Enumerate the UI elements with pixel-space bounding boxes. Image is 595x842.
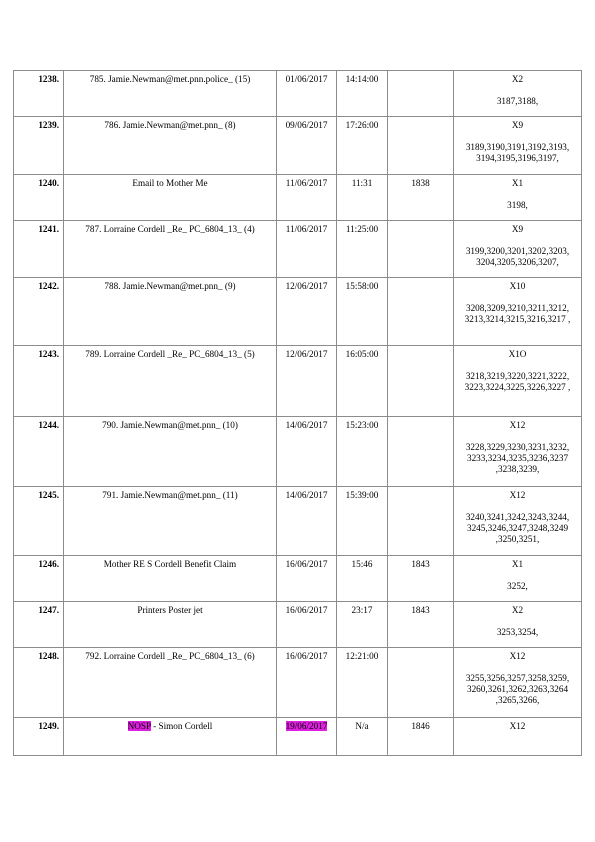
- page-list: 3253,3254,: [496, 627, 539, 637]
- entry-reference: 1846: [388, 718, 454, 756]
- entry-reference: [388, 417, 454, 487]
- table-row: [14, 556, 582, 602]
- entry-time: 12:21:00: [337, 648, 388, 718]
- table-row: [14, 71, 582, 117]
- table-body: [14, 71, 582, 756]
- entry-date: 16/06/2017: [277, 602, 337, 648]
- entry-date: 11/06/2017: [277, 175, 337, 221]
- entry-time: 15:23:00: [337, 417, 388, 487]
- highlighted-text: NOSP: [127, 721, 151, 731]
- entry-time: 15:46: [337, 556, 388, 602]
- page-list: 3218,3219,3220,3221,3222, 3223,3224,3225,3226,3227 ,: [464, 371, 571, 392]
- entry-reference: 1843: [388, 556, 454, 602]
- entry-time: 11:25:00: [337, 221, 388, 278]
- table-row: [14, 221, 582, 278]
- page-count: X12: [509, 490, 526, 500]
- page-list: 3199,3200,3201,3202,3203, 3204,3205,3206,3207,: [465, 246, 570, 267]
- entry-pages: [454, 417, 582, 487]
- document-index-table: [13, 70, 582, 756]
- page-list: 3189,3190,3191,3192,3193, 3194,3195,3196,3197,: [465, 142, 570, 163]
- entry-number: 1245.: [14, 487, 64, 556]
- entry-number: 1247.: [14, 602, 64, 648]
- entry-pages: [454, 556, 582, 602]
- entry-date: [277, 718, 337, 756]
- entry-title: 786. Jamie.Newman@met.pnn_ (8): [64, 117, 277, 175]
- table-row: [14, 417, 582, 487]
- table-row: [14, 602, 582, 648]
- entry-time: 16:05:00: [337, 346, 388, 417]
- page-count: X9: [511, 120, 524, 130]
- entry-reference: [388, 487, 454, 556]
- entry-pages: [454, 718, 582, 756]
- entry-pages: [454, 221, 582, 278]
- entry-time: 15:58:00: [337, 278, 388, 346]
- page-count: X12: [509, 721, 526, 731]
- page-count: X2: [511, 605, 524, 615]
- page-count: X12: [509, 420, 526, 430]
- entry-time: N/a: [337, 718, 388, 756]
- entry-number: 1246.: [14, 556, 64, 602]
- entry-number: 1239.: [14, 117, 64, 175]
- highlighted-date: 19/06/2017: [285, 721, 328, 731]
- entry-reference: [388, 221, 454, 278]
- page-count: X9: [511, 224, 524, 234]
- entry-title: 792. Lorraine Cordell _Re_ PC_6804_13_ (6): [64, 648, 277, 718]
- entry-number: 1249.: [14, 718, 64, 756]
- entry-date: 11/06/2017: [277, 221, 337, 278]
- entry-pages: [454, 602, 582, 648]
- entry-reference: [388, 117, 454, 175]
- entry-title: [64, 718, 277, 756]
- entry-number: 1248.: [14, 648, 64, 718]
- table-row: [14, 175, 582, 221]
- entry-number: 1241.: [14, 221, 64, 278]
- page-count: X1: [511, 178, 524, 188]
- page-list: 3240,3241,3242,3243,3244, 3245,3246,3247,3248,3249 ,3250,3251,: [465, 512, 570, 544]
- entry-number: 1243.: [14, 346, 64, 417]
- entry-title: Mother RE S Cordell Benefit Claim: [64, 556, 277, 602]
- page-list: 3252,: [507, 581, 528, 591]
- entry-pages: [454, 648, 582, 718]
- entry-reference: 1838: [388, 175, 454, 221]
- page-count: X1: [511, 559, 524, 569]
- entry-reference: 1843: [388, 602, 454, 648]
- entry-title: 789. Lorraine Cordell _Re_ PC_6804_13_ (5): [64, 346, 277, 417]
- entry-number: 1244.: [14, 417, 64, 487]
- entry-title: Printers Poster jet: [64, 602, 277, 648]
- entry-title-rest: - Simon Cordell: [150, 721, 213, 731]
- entry-date: 14/06/2017: [277, 487, 337, 556]
- table-row: [14, 278, 582, 346]
- entry-date: 12/06/2017: [277, 346, 337, 417]
- entry-time: 11:31: [337, 175, 388, 221]
- entry-pages: [454, 71, 582, 117]
- entry-date: 16/06/2017: [277, 556, 337, 602]
- entry-pages: [454, 117, 582, 175]
- page-list: 3208,3209,3210,3211,3212, 3213,3214,3215,3216,3217 ,: [464, 303, 571, 324]
- entry-date: 12/06/2017: [277, 278, 337, 346]
- page-count: X2: [511, 74, 524, 84]
- entry-number: 1240.: [14, 175, 64, 221]
- entry-reference: [388, 278, 454, 346]
- entry-title: 785. Jamie.Newman@met.pnn.police_ (15): [64, 71, 277, 117]
- table-row: [14, 648, 582, 718]
- entry-date: 01/06/2017: [277, 71, 337, 117]
- page-list: 3198,: [507, 200, 528, 210]
- entry-title: Email to Mother Me: [64, 175, 277, 221]
- entry-time: 17:26:00: [337, 117, 388, 175]
- entry-date: 14/06/2017: [277, 417, 337, 487]
- page-count: X1O: [508, 349, 527, 359]
- entry-date: 09/06/2017: [277, 117, 337, 175]
- entry-reference: [388, 648, 454, 718]
- page-list: 3187,3188,: [496, 96, 539, 106]
- table-row: [14, 718, 582, 756]
- entry-title: 790. Jamie.Newman@met.pnn_ (10): [64, 417, 277, 487]
- page-list: 3255,3256,3257,3258,3259, 3260,3261,3262,3263,3264 ,3265,3266,: [465, 673, 570, 705]
- page-list: 3228,3229,3230,3231,3232, 3233,3234,3235,3236,3237 ,3238,3239,: [465, 442, 570, 474]
- table-row: [14, 346, 582, 417]
- entry-reference: [388, 346, 454, 417]
- entry-pages: [454, 278, 582, 346]
- entry-title: 788. Jamie.Newman@met.pnn_ (9): [64, 278, 277, 346]
- table-row: [14, 117, 582, 175]
- entry-date: 16/06/2017: [277, 648, 337, 718]
- page-count: X12: [509, 651, 526, 661]
- entry-title: 787. Lorraine Cordell _Re_ PC_6804_13_ (4): [64, 221, 277, 278]
- page-count: X10: [509, 281, 526, 291]
- entry-time: 23:17: [337, 602, 388, 648]
- table-row: [14, 487, 582, 556]
- entry-reference: [388, 71, 454, 117]
- entry-pages: [454, 175, 582, 221]
- entry-time: 15:39:00: [337, 487, 388, 556]
- entry-pages: [454, 487, 582, 556]
- entry-time: 14:14:00: [337, 71, 388, 117]
- entry-number: 1238.: [14, 71, 64, 117]
- entry-number: 1242.: [14, 278, 64, 346]
- entry-pages: [454, 346, 582, 417]
- entry-title: 791. Jamie.Newman@met.pnn_ (11): [64, 487, 277, 556]
